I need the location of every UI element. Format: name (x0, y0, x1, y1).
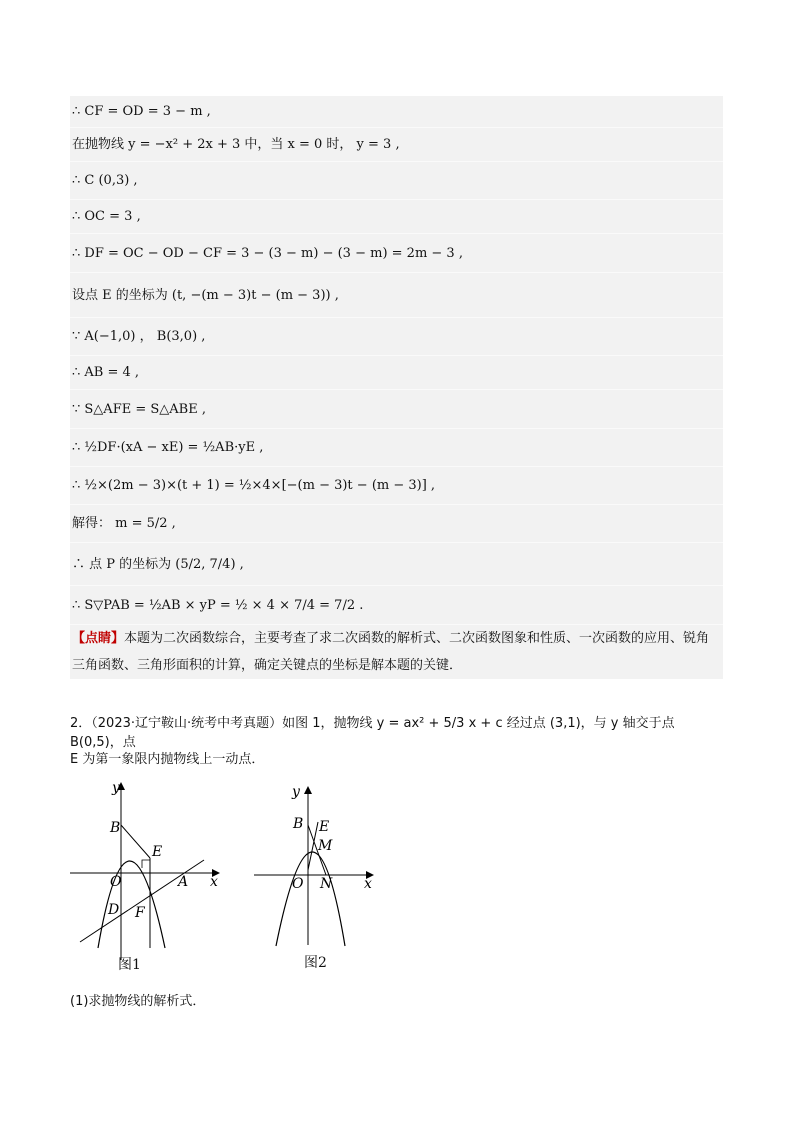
solution-line: ∴ OC = 3 , (70, 200, 723, 234)
fig1-label-E: E (152, 844, 163, 860)
solution-block (70, 96, 723, 679)
solution-line: ∵ S△AFE = S△ABE , (70, 390, 723, 429)
comment-tag: 【点睛】 (72, 631, 125, 646)
figure-1 (68, 780, 228, 970)
fig2-label-y: y (292, 784, 300, 800)
solution-line: ∵ A(−1,0) ， B(3,0) , (70, 318, 723, 356)
figure-1-caption: 图1 (118, 957, 141, 973)
solution-line: ∴ 点 P 的坐标为 (5/2, 7/4) , (70, 543, 723, 586)
solution-line: ∴ CF = OD = 3 − m , (70, 96, 723, 128)
fig2-label-x: x (364, 876, 372, 892)
fig1-label-y: y (112, 780, 120, 796)
solution-line: ∴ ½×(2m − 3)×(t + 1) = ½×4×[−(m − 3)t − (m − 3)] , (70, 467, 723, 505)
solution-line: 解得： m = 5/2 , (70, 505, 723, 543)
fig1-label-F: F (135, 905, 145, 921)
comment-block (70, 625, 723, 679)
figure-2-caption: 图2 (304, 955, 327, 971)
solution-line: 在抛物线 y = −x² + 2x + 3 中，当 x = 0 时， y = 3 , (70, 128, 723, 162)
question-1: (1)求抛物线的解析式． (70, 994, 206, 1009)
fig2-label-B: B (293, 816, 304, 832)
solution-line: ∴ S▽PAB = ½AB × yP = ½ × 4 × 7/4 = 7/2 . (70, 586, 723, 625)
fig2-label-M: M (318, 838, 333, 854)
problem-statement-line1: 2．（2023·辽宁鞍山·统考中考真题）如图 1，抛物线 y = ax² + 5/3 x + c 经过点 (3,1)，与 y 轴交于点 B(0,5)，点 (70, 716, 675, 750)
solution-line: ∴ DF = OC − OD − CF = 3 − (3 − m) − (3 − m) = 2m − 3 , (70, 234, 723, 273)
fig1-label-A: A (178, 874, 189, 890)
fig1-label-O: O (110, 874, 122, 890)
comment-text: 本题为二次函数综合，主要考查了求二次函数的解析式、二次函数图象和性质、一次函数的应用、锐角三角函数、三角形面积的计算，确定关键点的坐标是解本题的关键． (72, 631, 710, 673)
fig2-label-E: E (319, 819, 330, 835)
fig1-label-x: x (210, 874, 218, 890)
solution-line: 设点 E 的坐标为 (t, −(m − 3)t − (m − 3)) , (70, 273, 723, 318)
fig2-label-N: N (320, 876, 333, 892)
solution-line: ∴ C (0,3) , (70, 162, 723, 200)
fig2-label-O: O (292, 876, 304, 892)
solution-line: ∴ AB = 4 , (70, 356, 723, 390)
solution-line: ∴ ½DF·(xA − xE) = ½AB·yE , (70, 429, 723, 467)
fig1-label-D: D (108, 902, 120, 918)
problem-statement-line2: E 为第一象限内抛物线上一动点． (70, 752, 265, 767)
fig1-label-B: B (110, 820, 121, 836)
figure-2 (252, 780, 382, 955)
